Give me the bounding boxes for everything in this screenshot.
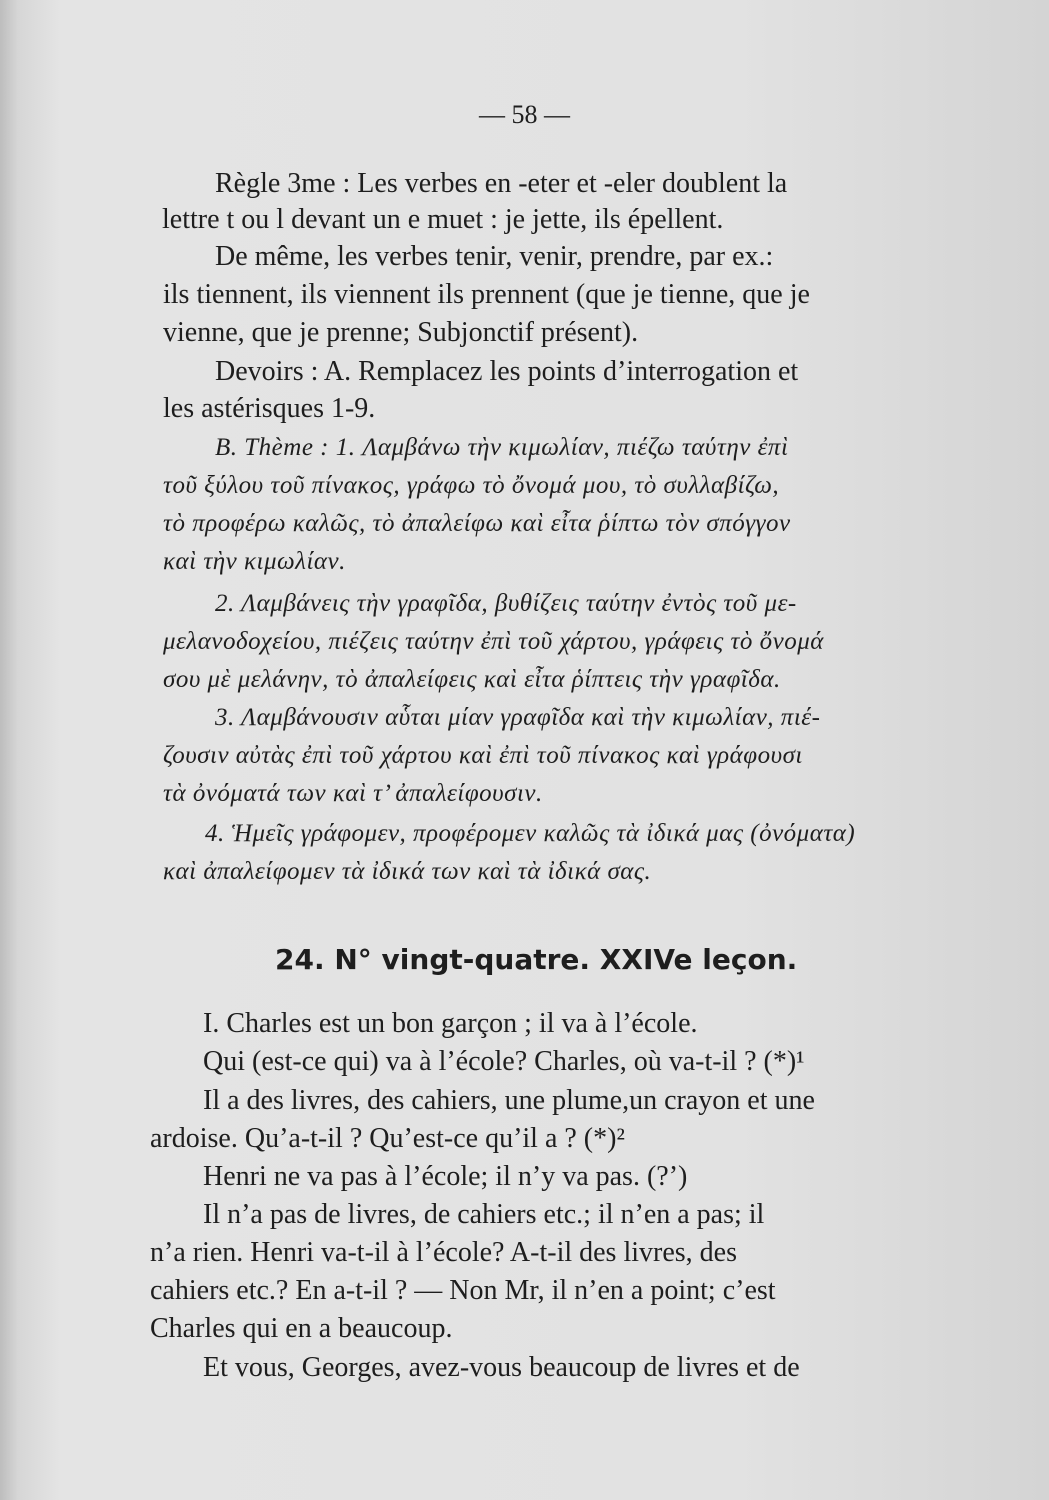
text-line-27: n’a rien. Henri va-t-il à l’école? A-t-il des livres, des [150,1237,737,1268]
text-line-10: τὸ προφέρω καλῶς, τὸ ἀπαλείφω καὶ εἶτα ῥίπτω τὸν σπόγγον [163,510,791,537]
text-line-6: Devoirs : A. Remplacez les points d’interrogation et [215,356,799,387]
text-line-28: cahiers etc.? En a-t-il ? — Non Mr, il n’en a point; c’est [150,1275,776,1306]
text-line-17: τὰ ὀνόματά των καὶ τ’ ἀπαλείφουσιν. [163,780,543,807]
text-line-16: ζουσιν αὐτὰς ἐπὶ τοῦ χάρτου καὶ ἐπὶ τοῦ πίνακος καὶ γράφουσι [163,742,803,769]
text-line-25: Henri ne va pas à l’école; il n’y va pas. (?’) [203,1161,688,1192]
text-line-22: Qui (est-ce qui) va à l’école? Charles, où va-t-il ? (*)¹ [203,1046,805,1077]
text-line-14: σου μὲ μελάνην, τὸ ἀπαλείφεις καὶ εἶτα ῥίπτεις τὴν γραφῖδα. [163,666,781,693]
text-line-21: I. Charles est un bon garçon ; il va à l’école. [203,1008,698,1039]
text-line-19: καὶ ἀπαλείφομεν τὰ ἰδικά των καὶ τὰ ἰδικά σας. [163,858,652,885]
text-line-18: 4. Ἡμεῖς γράφομεν, προφέρομεν καλῶς τὰ ἰδικά μας (ὀνόματα) [205,820,856,847]
text-line-4: ils tiennent, ils viennent ils prennent (que je tienne, que je [163,279,810,310]
text-line-2: lettre t ou l devant un e muet : je jette, ils épellent. [162,204,724,235]
text-line-23: Il a des livres, des cahiers, une plume,un crayon et une [203,1085,815,1116]
text-line-1: Règle 3me : Les verbes en -eter et -eler doublent la [215,168,788,199]
lesson-heading: 24. N° vingt-quatre. XXIVe leçon. [275,943,798,976]
text-line-30: Et vous, Georges, avez-vous beaucoup de livres et de [203,1352,800,1383]
text-line-7: les astérisques 1-9. [163,393,376,424]
text-line-3: De même, les verbes tenir, venir, prendre, par ex.: [215,241,774,272]
text-line-13: μελανοδοχείου, πιέζεις ταύτην ἐπὶ τοῦ χάρτου, γράφεις τὸ ὄνομά [163,628,824,655]
text-line-11: καὶ τὴν κιμωλίαν. [163,548,346,575]
text-line-29: Charles qui en a beaucoup. [150,1313,453,1344]
page-number: — 58 — [479,100,570,129]
text-line-8: B. Thème : 1. Λαμβάνω τὴν κιμωλίαν, πιέζω ταύτην ἐπὶ [215,434,789,461]
text-line-5: vienne, que je prenne; Subjonctif présent). [163,317,639,348]
text-line-9: τοῦ ξύλου τοῦ πίνακος, γράφω τὸ ὄνομά μου, τὸ συλλαβίζω, [163,472,780,499]
text-line-26: Il n’a pas de livres, de cahiers etc.; il n’en a pas; il [203,1199,765,1230]
text-line-24: ardoise. Qu’a-t-il ? Qu’est-ce qu’il a ? (*)² [150,1123,625,1154]
text-line-15: 3. Λαμβάνουσιν αὗται μίαν γραφῖδα καὶ τὴν κιμωλίαν, πιέ- [215,704,821,731]
text-line-12: 2. Λαμβάνεις τὴν γραφῖδα, βυθίζεις ταύτην ἐντὸς τοῦ με- [215,590,797,617]
